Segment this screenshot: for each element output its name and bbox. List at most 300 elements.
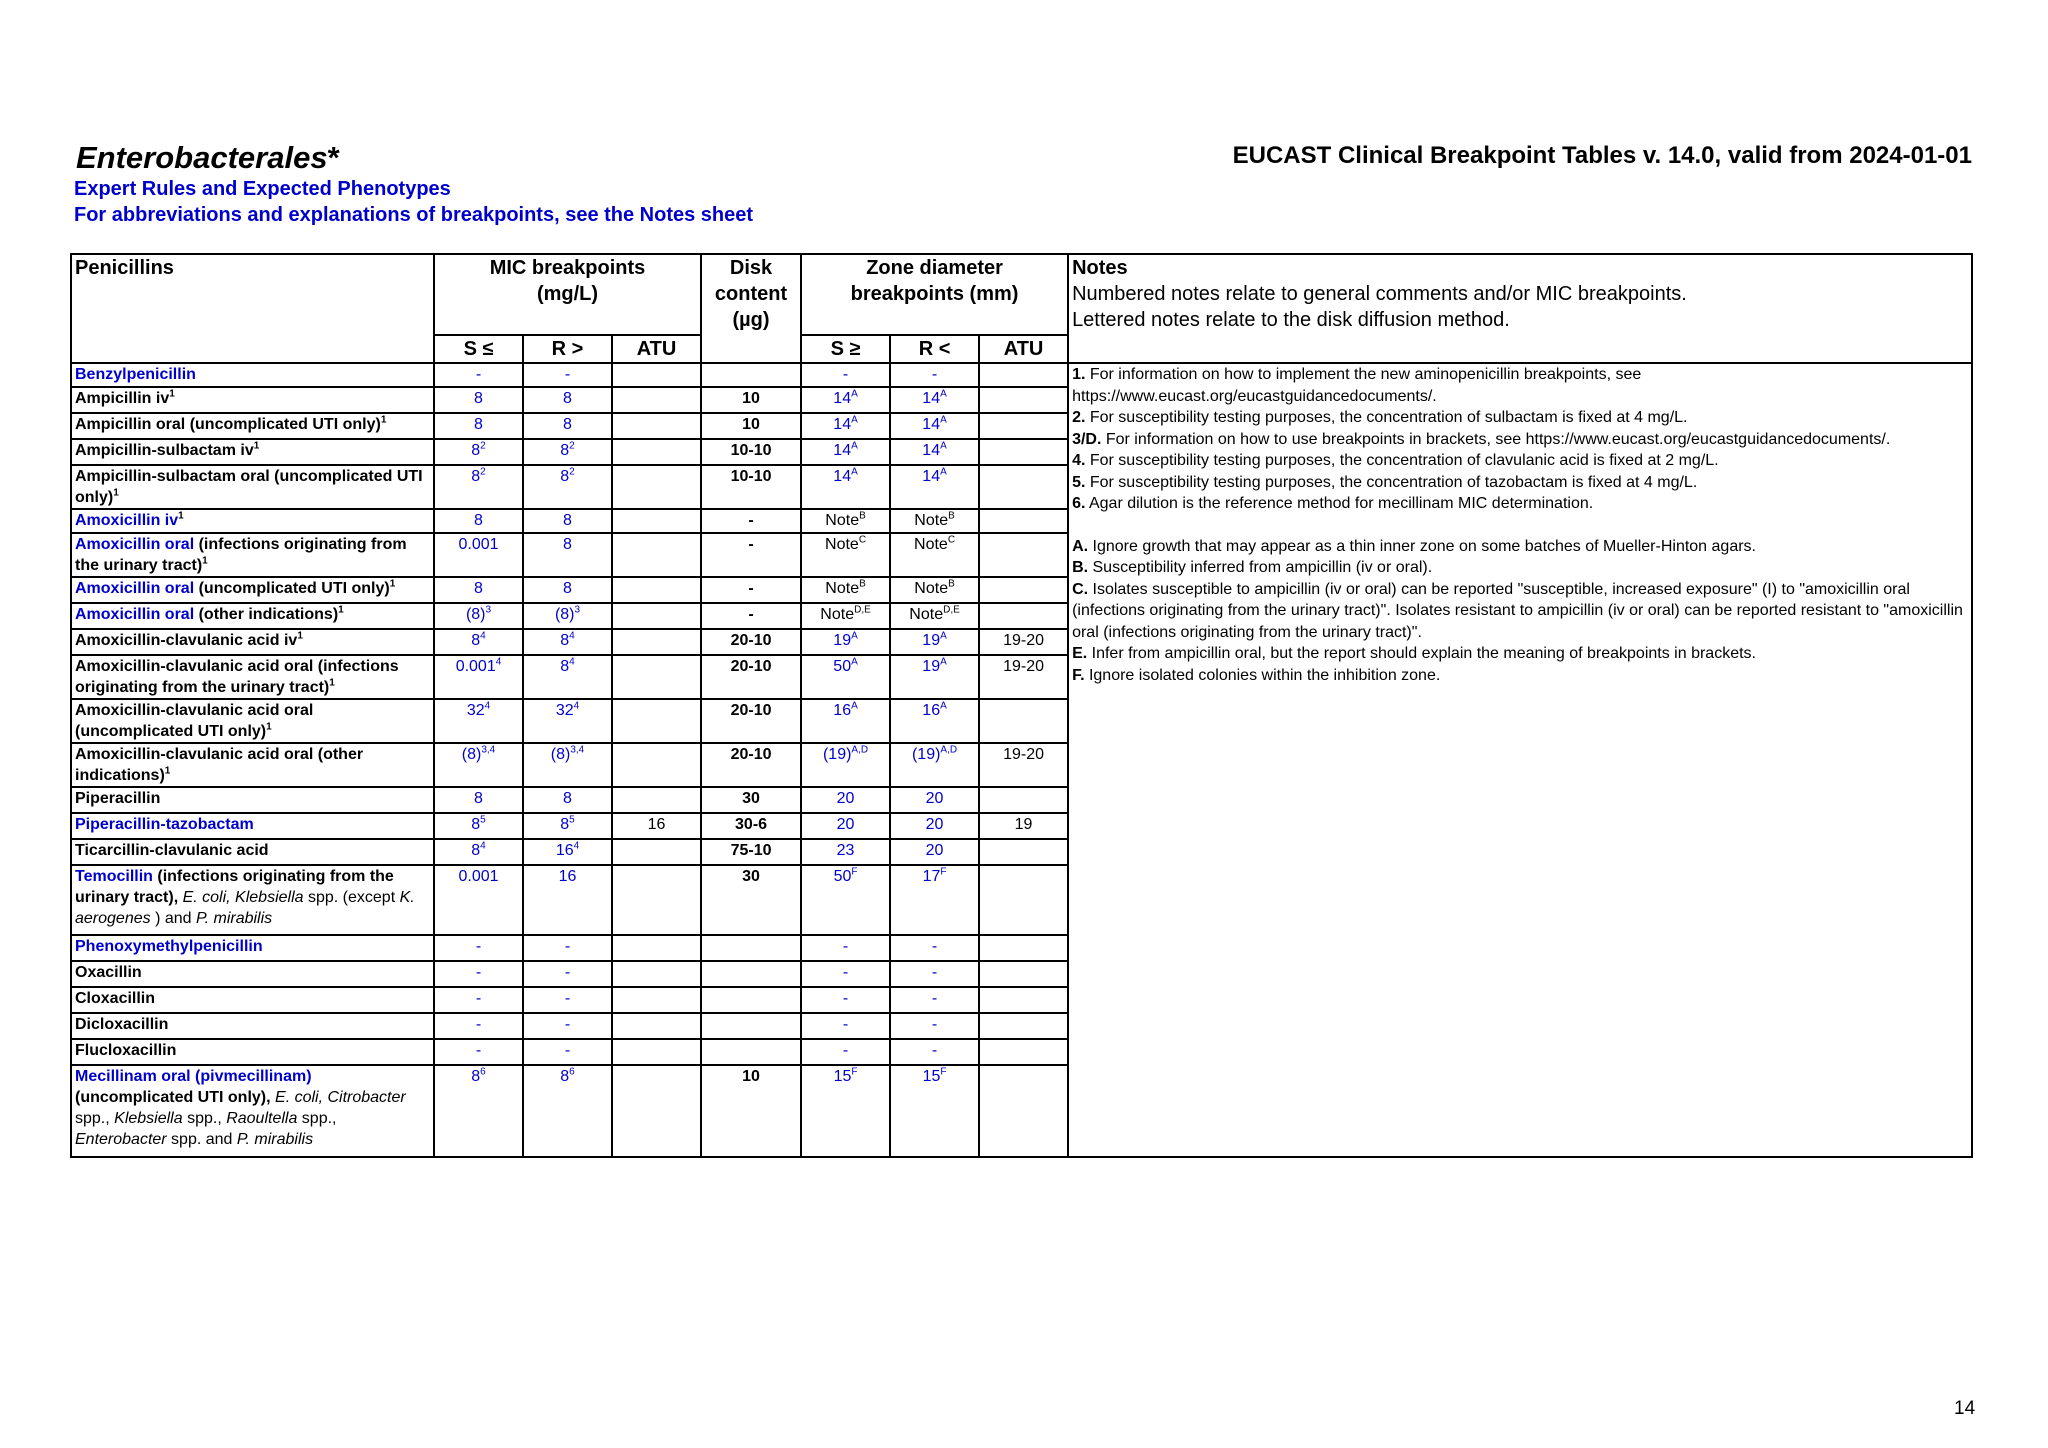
zone-s-cell-value: 23 [836,842,855,859]
antibiotic-name-cell [71,603,434,629]
disk-content-value: 20-10 [730,658,772,675]
antibiotic-name-cell [71,865,434,935]
zone-s-cell-note-ref: B [859,578,866,590]
zone-atu-cell [979,935,1068,961]
mic-r-cell [523,987,612,1013]
disk-content-value: - [748,512,754,529]
mic-r-cell [523,935,612,961]
mic-atu-cell [612,787,701,813]
zone-r-cell-value: Note [909,606,944,623]
zone-s-cell-value: 16 [833,702,852,719]
mic-s-cell [434,533,523,577]
zone-s-cell-value: 14 [833,416,852,433]
mic-s-cell-value: - [475,1016,482,1033]
disk-content-cell [701,1013,801,1039]
mic-atu-cell [612,413,701,439]
zone-r-cell [890,743,979,787]
mic-s-cell [434,1013,523,1039]
temocillin-detail-text: (infections originating from the urinary tract), [75,868,394,906]
zone-r-cell [890,1039,979,1065]
antibiotic-name[interactable]: Piperacillin-tazobactam [75,816,254,833]
zone-r-cell-value: 19 [922,632,941,649]
notes-sheet-link[interactable]: For abbreviations and explanations of breakpoints, see the Notes sheet [74,204,754,226]
zone-atu-cell [979,655,1068,699]
note-5 [1072,472,1968,494]
mecillinam-detail-text: spp., [297,1110,337,1127]
title-asterisk: * [327,140,340,175]
zone-r-cell [890,387,979,413]
disk-content-cell [701,813,801,839]
zone-s-cell-value: 14 [833,442,852,459]
antibiotic-name-cell [71,363,434,387]
mic-r-cell-value: (8) [550,746,571,763]
mic-atu-cell [612,439,701,465]
mic-s-cell-value: 8 [474,390,483,407]
antibiotic-name[interactable]: Amoxicillin oral [75,536,195,553]
disk-content-value: 20-10 [730,632,772,649]
note-1 [1072,364,1968,407]
disk-content-value: 10 [742,390,760,407]
zone-atu-value: 19-20 [1003,746,1044,763]
zone-r-cell-value: - [931,990,938,1007]
mic-atu-cell [612,1013,701,1039]
zone-r-cell-value: 14 [922,442,941,459]
mic-r-cell-value: 8 [563,790,572,807]
disk-content-value: - [748,580,754,597]
zone-atu-cell [979,813,1068,839]
zone-r-cell [890,509,979,533]
zone-s-cell-note-ref: A [851,700,858,712]
zone-s-cell-value: (19) [822,746,852,763]
mic-r-cell-note-ref: 2 [569,466,575,478]
mic-s-cell [434,1039,523,1065]
zone-atu-cell [979,787,1068,813]
mic-s-cell-value: 8 [471,468,481,485]
zone-r-cell-value: 16 [922,702,941,719]
mic-r-cell [523,961,612,987]
mic-r-cell [523,413,612,439]
antibiotic-name-cell [71,577,434,603]
zone-s-cell [801,655,890,699]
mic-s-cell [434,813,523,839]
mic-r-cell-note-ref: 4 [569,630,575,642]
zone-r-cell [890,655,979,699]
antibiotic-name: Ampicillin-sulbactam iv [75,442,254,459]
mic-s-cell-note-ref: 3 [485,604,492,616]
disk-content-value: 10-10 [730,442,772,459]
zone-atu-value: 19 [1014,816,1033,833]
mic-r-cell [523,743,612,787]
mic-atu-header: ATU [612,335,701,363]
mic-r-cell-value: (8) [554,606,575,623]
zone-atu-cell [979,413,1068,439]
zone-r-cell-note-ref: F [940,866,947,878]
zone-atu-cell [979,1013,1068,1039]
mic-s-cell [434,987,523,1013]
mic-s-cell-note-ref: 3,4 [481,744,496,756]
page-title [76,140,340,176]
indication-text: (infections originating from the urinary tract) [75,536,407,574]
expert-rules-link[interactable]: Expert Rules and Expected Phenotypes [74,178,451,200]
zone-r-cell [890,533,979,577]
mecillinam-detail-text: (uncomplicated UTI only), [75,1089,276,1106]
note-text: For susceptibility testing purposes, the concentration of sulbactam is fixed at 4 mg/L. [1085,409,1688,426]
mic-s-cell [434,363,523,387]
zone-s-cell-note-ref: A [851,466,858,478]
note-key: B. [1072,559,1089,576]
zone-r-cell-value: 19 [922,658,941,675]
zone-r-cell [890,699,979,743]
mic-s-cell [434,509,523,533]
antibiotic-name[interactable]: Temocillin [75,868,153,885]
mic-s-cell [434,465,523,509]
zone-s-cell-value: 20 [836,790,855,807]
zone-r-cell [890,1065,979,1157]
zone-r-cell [890,465,979,509]
antibiotic-name[interactable]: Amoxicillin oral [75,606,195,623]
zone-s-cell [801,465,890,509]
mic-r-cell [523,1039,612,1065]
mic-header-line2: (mg/L) [536,283,599,305]
zone-atu-cell [979,1065,1068,1157]
mic-r-cell [523,865,612,935]
mic-s-cell [434,603,523,629]
mic-s-cell-value: - [475,990,482,1007]
mic-atu-cell [612,839,701,865]
mic-s-cell-value: (8) [461,746,482,763]
note-key: 1. [1072,366,1086,383]
note-f [1072,665,1968,687]
zone-s-cell [801,1013,890,1039]
zone-s-cell-note-ref: A,D [851,744,869,756]
mic-r-cell-value: - [564,964,571,981]
zone-r-cell-note-ref: A,D [940,744,958,756]
note-key: 2. [1072,409,1086,426]
zone-s-cell [801,1065,890,1157]
disk-content-cell [701,743,801,787]
note-text: Agar dilution is the reference method for mecillinam MIC determination. [1085,495,1594,512]
zone-s-cell [801,413,890,439]
antibiotic-name-cell [71,509,434,533]
zone-s-cell-note-ref: A [851,630,858,642]
zone-r-cell-value: (19) [911,746,941,763]
note-c [1072,579,1968,644]
mic-atu-cell [612,509,701,533]
mic-r-cell-value: 8 [563,390,572,407]
zone-atu-cell [979,699,1068,743]
zone-atu-cell [979,961,1068,987]
zone-r-cell-note-ref: A [940,630,947,642]
zone-r-header: R < [890,335,979,363]
mecillinam-detail-text: spp., [75,1110,115,1127]
title-text: Enterobacterales [76,140,328,175]
mic-s-cell-value: 8 [471,842,481,859]
page-number: 14 [1954,1398,1976,1419]
zone-atu-cell [979,743,1068,787]
mic-atu-cell [612,577,701,603]
antibiotic-name[interactable]: Amoxicillin iv [75,512,179,529]
zone-r-cell-value: 15 [922,1068,941,1085]
zone-r-cell-value: - [931,964,938,981]
mic-atu-cell [612,603,701,629]
mic-s-cell-note-ref: 4 [484,700,491,712]
zone-r-cell-value: 20 [925,842,944,859]
disk-header-line2: content [714,283,788,305]
mecillinam-detail-text: Klebsiella [114,1110,183,1127]
disk-content-value: 30-6 [735,816,768,833]
zone-r-cell-value: - [931,366,938,383]
zone-s-cell-value: 19 [833,632,852,649]
zone-s-cell [801,533,890,577]
note-text: For susceptibility testing purposes, the concentration of clavulanic acid is fixed at 2 mg/L. [1085,452,1719,469]
mic-r-cell [523,509,612,533]
disk-content-cell [701,655,801,699]
note-b [1072,557,1968,579]
zone-atu-cell [979,533,1068,577]
temocillin-detail-text: K. aerogenes [75,889,415,927]
name-note-ref: 1 [164,765,171,777]
mic-r-cell-value: - [564,990,571,1007]
zone-s-cell-note-ref: A [851,656,858,668]
zone-atu-value: 19-20 [1003,632,1044,649]
zone-s-cell-value: Note [825,512,860,529]
mic-r-cell [523,787,612,813]
mic-r-cell [523,363,612,387]
zone-s-cell-value: - [842,366,849,383]
mic-s-cell [434,629,523,655]
zone-s-cell [801,439,890,465]
temocillin-detail-text: P. mirabilis [195,910,273,927]
name-note-ref: 1 [297,630,303,642]
antibiotic-name: Amoxicillin-clavulanic acid oral (other indications) [75,746,364,784]
mic-atu-cell [612,935,701,961]
mic-r-cell-value: - [564,938,571,955]
zone-s-cell-value: Note [825,536,859,553]
zone-r-cell-note-ref: A [940,388,947,400]
indication-text: (uncomplicated UTI only) [194,580,390,597]
note-key: 6. [1072,495,1086,512]
mic-s-cell-value: (8) [465,606,486,623]
mic-r-cell-note-ref: 3,4 [570,744,585,756]
zone-s-cell-value: - [842,990,849,1007]
mecillinam-detail-text: Enterobacter [75,1131,167,1148]
mic-r-cell-note-ref: 3 [574,604,581,616]
disk-content-cell [701,961,801,987]
mic-atu-cell [612,987,701,1013]
zone-r-cell-value: 14 [922,390,941,407]
disk-content-value: 10 [742,416,760,433]
mic-atu-cell [612,865,701,935]
antibiotic-name: Ampicillin-sulbactam oral (uncomplicated UTI only) [75,468,423,506]
disk-header [701,254,801,363]
antibiotic-name-cell [71,533,434,577]
name-note-ref: 1 [253,440,260,452]
mic-s-cell [434,439,523,465]
zone-r-cell [890,787,979,813]
antibiotic-name[interactable]: Mecillinam oral (pivmecillinam) [75,1068,312,1085]
disk-content-value: 10-10 [730,468,772,485]
disk-content-cell [701,1039,801,1065]
antibiotic-name: Ampicillin iv [75,390,170,407]
mecillinam-detail-text: spp. and [166,1131,237,1148]
mic-s-cell-value: 8 [474,790,483,807]
note-e [1072,643,1968,665]
table-header-row [71,254,1972,335]
disk-content-cell [701,839,801,865]
disk-content-cell [701,629,801,655]
zone-r-cell-note-ref: B [948,578,955,590]
zone-r-cell-value: - [931,1016,938,1033]
zone-atu-cell [979,363,1068,387]
zone-header-line1: Zone diameter [866,257,1003,279]
zone-s-cell [801,603,890,629]
mecillinam-detail-text: E. coli, Citrobacter [275,1089,406,1106]
zone-s-cell [801,935,890,961]
antibiotic-name[interactable]: Phenoxymethylpenicillin [75,938,263,955]
mic-r-cell-value: 8 [560,1068,570,1085]
note-key: 3/D. [1072,430,1102,448]
antibiotic-name[interactable]: Amoxicillin oral [75,580,195,597]
mic-atu-cell [612,1065,701,1157]
zone-r-cell-note-ref: A [940,700,947,712]
zone-r-cell-note-ref: C [947,534,956,546]
zone-r-cell [890,629,979,655]
zone-r-cell [890,577,979,603]
mic-atu-cell [612,465,701,509]
mic-s-cell-note-ref: 5 [480,814,486,826]
zone-s-cell [801,865,890,935]
mic-s-cell-value: 8 [474,416,483,433]
zone-s-cell-note-ref: A [851,440,858,452]
disk-content-cell [701,439,801,465]
mic-r-cell-note-ref: 2 [569,440,575,452]
group-header: Penicillins [71,254,434,363]
mic-r-cell-value: 32 [555,702,574,719]
zone-r-cell-value: - [931,1042,938,1059]
antibiotic-name: Ampicillin oral (uncomplicated UTI only) [75,416,381,433]
zone-s-cell-value: 14 [833,390,852,407]
mic-r-cell-note-ref: 4 [573,700,580,712]
mic-s-cell [434,935,523,961]
antibiotic-name-cell [71,413,434,439]
mic-atu-cell [612,961,701,987]
zone-r-cell [890,363,979,387]
disk-content-cell [701,787,801,813]
antibiotic-name: Flucloxacillin [75,1042,177,1059]
zone-s-cell-value: - [842,964,849,981]
zone-r-cell-value: Note [914,580,949,597]
antibiotic-name[interactable]: Benzylpenicillin [75,366,196,383]
zone-s-cell [801,509,890,533]
mic-s-cell [434,413,523,439]
mic-r-cell-value: 16 [558,868,577,885]
note-key: F. [1072,666,1085,684]
notes-cell [1068,363,1972,1157]
zone-atu-cell [979,465,1068,509]
mic-atu-cell [612,629,701,655]
mic-s-cell-value: - [475,964,482,981]
mic-r-cell [523,577,612,603]
zone-s-cell-note-ref: F [851,866,858,878]
antibiotic-name-cell [71,743,434,787]
antibiotic-name-cell [71,387,434,413]
disk-content-cell [701,603,801,629]
antibiotic-name-cell [71,813,434,839]
zone-r-cell [890,1013,979,1039]
zone-s-cell [801,987,890,1013]
notes-intro-line2: Lettered notes relate to the disk diffusion method. [1072,309,1510,331]
zone-r-cell-note-ref: A [940,440,947,452]
mic-r-cell [523,699,612,743]
disk-content-cell [701,699,801,743]
mic-atu-cell [612,655,701,699]
antibiotic-name: Piperacillin [75,790,161,807]
antibiotic-name-cell [71,655,434,699]
indication-note-ref: 1 [389,578,396,590]
notes-title: Notes [1072,257,1128,279]
mic-s-cell-note-ref: 4 [480,630,486,642]
mic-s-cell [434,387,523,413]
mic-r-cell-value: - [564,1016,571,1033]
mic-s-cell-note-ref: 2 [480,466,486,478]
notes-spacer [1072,515,1968,536]
zone-atu-cell [979,509,1068,533]
zone-header-line2: breakpoints (mm) [850,283,1019,305]
mecillinam-detail-text: spp., [182,1110,227,1127]
mic-r-cell-value: 8 [560,442,570,459]
antibiotic-name-cell [71,1039,434,1065]
zone-atu-cell [979,577,1068,603]
mic-s-cell [434,577,523,603]
zone-r-cell-note-ref: A [940,414,947,426]
zone-s-cell-note-ref: A [851,388,858,400]
zone-atu-cell [979,839,1068,865]
antibiotic-name: Oxacillin [75,964,142,981]
mic-s-cell-value: 0.001 [455,658,496,675]
zone-s-cell-value: 15 [833,1068,852,1085]
mic-atu-cell [612,743,701,787]
mic-atu-cell [612,533,701,577]
note-text: Susceptibility inferred from ampicillin (iv or oral). [1088,559,1433,576]
zone-atu-cell [979,439,1068,465]
note-key: 4. [1072,452,1086,469]
zone-s-cell [801,629,890,655]
disk-header-line1: Disk [729,257,773,279]
mic-r-cell-value: 16 [555,842,574,859]
notes-intro-line1: Numbered notes relate to general comments and/or MIC breakpoints. [1072,283,1687,305]
mic-r-cell-note-ref: 5 [569,814,575,826]
mic-s-cell-value: - [475,938,482,955]
disk-content-cell [701,387,801,413]
mic-r-cell-value: - [564,366,571,383]
zone-r-cell-value: 20 [925,790,944,807]
mic-r-cell [523,655,612,699]
zone-r-cell-value: Note [914,536,948,553]
mic-atu-value: 16 [647,816,666,833]
note-6 [1072,493,1968,515]
mic-r-cell-value: 8 [563,580,572,597]
zone-s-cell-note-ref: F [851,1066,858,1078]
zone-atu-cell [979,603,1068,629]
zone-s-cell [801,363,890,387]
note-key: E. [1072,645,1088,662]
disk-content-cell [701,533,801,577]
indication-note-ref: 1 [338,604,344,616]
zone-r-cell [890,813,979,839]
antibiotic-name-cell [71,961,434,987]
zone-r-cell-value: - [931,938,938,955]
zone-s-cell [801,813,890,839]
